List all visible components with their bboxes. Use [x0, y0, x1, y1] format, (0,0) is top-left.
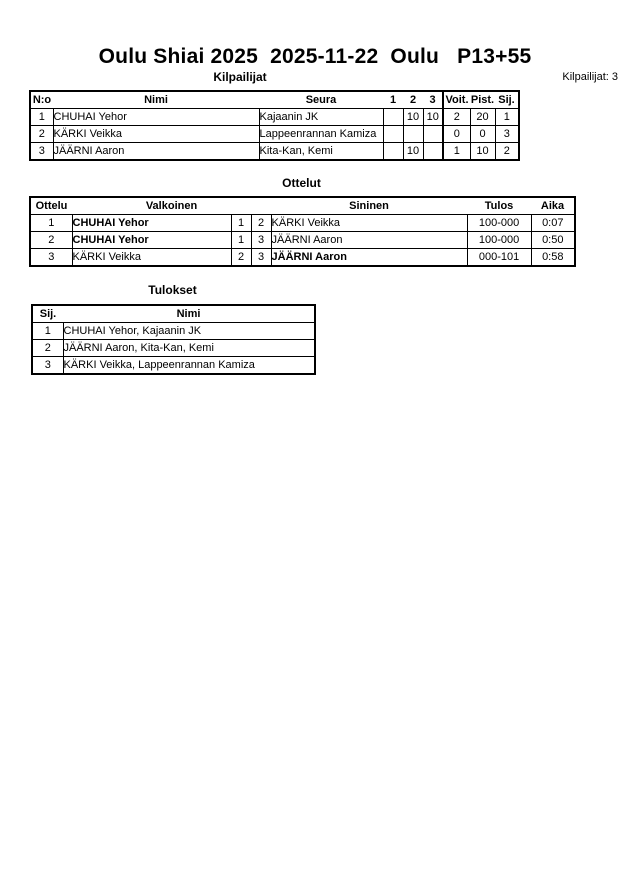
results-header-row	[32, 305, 315, 323]
cell-round3: 10	[423, 109, 443, 126]
cell-white-no: 1	[231, 215, 251, 232]
col-header-no: N:o	[30, 91, 53, 109]
cell-tulos: 100-000	[467, 232, 531, 249]
col-header-sij: Sij.	[495, 91, 519, 109]
competitor-row	[30, 143, 519, 161]
cell-nimi: CHUHAI Yehor, Kajaanin JK	[63, 323, 315, 340]
cell-nimi: JÄÄRNI Aaron, Kita-Kan, Kemi	[63, 340, 315, 357]
cell-seura: Kita-Kan, Kemi	[259, 143, 383, 161]
cell-seura: Kajaanin JK	[259, 109, 383, 126]
cell-pist: 10	[470, 143, 495, 161]
cell-pist: 20	[470, 109, 495, 126]
col-header-valkoinen: Valkoinen	[72, 197, 271, 215]
cell-white-no: 1	[231, 232, 251, 249]
cell-nimi: KÄRKI Veikka, Lappeenrannan Kamiza	[63, 357, 315, 375]
cell-round1	[383, 126, 403, 143]
col-header-round2: 2	[403, 91, 423, 109]
cell-no: 2	[30, 126, 53, 143]
cell-aika: 0:58	[531, 249, 575, 267]
result-row	[32, 340, 315, 357]
cell-tulos: 100-000	[467, 215, 531, 232]
page-title: Oulu Shiai 2025 2025-11-22 Oulu P13+55	[98, 45, 532, 68]
cell-seura: Lappeenrannan Kamiza	[259, 126, 383, 143]
col-header-aika: Aika	[531, 197, 575, 215]
competitor-row	[30, 126, 519, 143]
col-header-tulos: Tulos	[467, 197, 531, 215]
col-header-sij: Sij.	[32, 305, 63, 323]
cell-nimi: CHUHAI Yehor	[53, 109, 259, 126]
cell-pist: 0	[470, 126, 495, 143]
cell-sij: 2	[495, 143, 519, 161]
cell-valkoinen: CHUHAI Yehor	[72, 215, 231, 232]
cell-sij: 1	[495, 109, 519, 126]
cell-nimi: KÄRKI Veikka	[53, 126, 259, 143]
cell-match-no: 1	[30, 215, 72, 232]
cell-blue-no: 3	[251, 232, 271, 249]
matches-table	[29, 196, 576, 267]
cell-voit: 2	[443, 109, 470, 126]
match-row	[30, 215, 575, 232]
result-row	[32, 357, 315, 375]
cell-sij: 3	[32, 357, 63, 375]
col-header-round3: 3	[423, 91, 443, 109]
cell-round1	[383, 143, 403, 161]
cell-white-no: 2	[231, 249, 251, 267]
cell-aika: 0:50	[531, 232, 575, 249]
cell-nimi: JÄÄRNI Aaron	[53, 143, 259, 161]
col-header-nimi: Nimi	[53, 91, 259, 109]
cell-blue-no: 3	[251, 249, 271, 267]
matches-header-row	[30, 197, 575, 215]
cell-match-no: 2	[30, 232, 72, 249]
col-header-nimi: Nimi	[63, 305, 315, 323]
competitors-header-row	[30, 91, 519, 109]
cell-no: 3	[30, 143, 53, 161]
results-table	[31, 304, 316, 375]
result-row	[32, 323, 315, 340]
cell-round2	[403, 126, 423, 143]
cell-sij: 3	[495, 126, 519, 143]
cell-voit: 0	[443, 126, 470, 143]
cell-no: 1	[30, 109, 53, 126]
cell-aika: 0:07	[531, 215, 575, 232]
cell-match-no: 3	[30, 249, 72, 267]
cell-sininen: KÄRKI Veikka	[271, 215, 467, 232]
cell-valkoinen: KÄRKI Veikka	[72, 249, 231, 267]
cell-round2: 10	[403, 109, 423, 126]
col-header-ottelu: Ottelu	[30, 197, 72, 215]
cell-voit: 1	[443, 143, 470, 161]
match-row	[30, 232, 575, 249]
col-header-voit: Voit.	[443, 91, 470, 109]
cell-round3	[423, 143, 443, 161]
cell-round3	[423, 126, 443, 143]
col-header-pist: Pist.	[470, 91, 495, 109]
competitor-count-label: Kilpailijat: 3	[562, 71, 618, 83]
cell-sininen: JÄÄRNI Aaron	[271, 249, 467, 267]
col-header-seura: Seura	[259, 91, 383, 109]
competitor-row	[30, 109, 519, 126]
section-heading-ottelut: Ottelut	[282, 176, 321, 190]
match-row	[30, 249, 575, 267]
cell-sij: 2	[32, 340, 63, 357]
cell-blue-no: 2	[251, 215, 271, 232]
col-header-sininen: Sininen	[271, 197, 467, 215]
cell-valkoinen: CHUHAI Yehor	[72, 232, 231, 249]
cell-round2: 10	[403, 143, 423, 161]
cell-tulos: 000-101	[467, 249, 531, 267]
cell-round1	[383, 109, 403, 126]
section-heading-kilpailijat: Kilpailijat	[213, 70, 267, 84]
col-header-round1: 1	[383, 91, 403, 109]
cell-sij: 1	[32, 323, 63, 340]
section-heading-tulokset: Tulokset	[148, 283, 197, 297]
competitors-table	[29, 90, 520, 161]
cell-sininen: JÄÄRNI Aaron	[271, 232, 467, 249]
